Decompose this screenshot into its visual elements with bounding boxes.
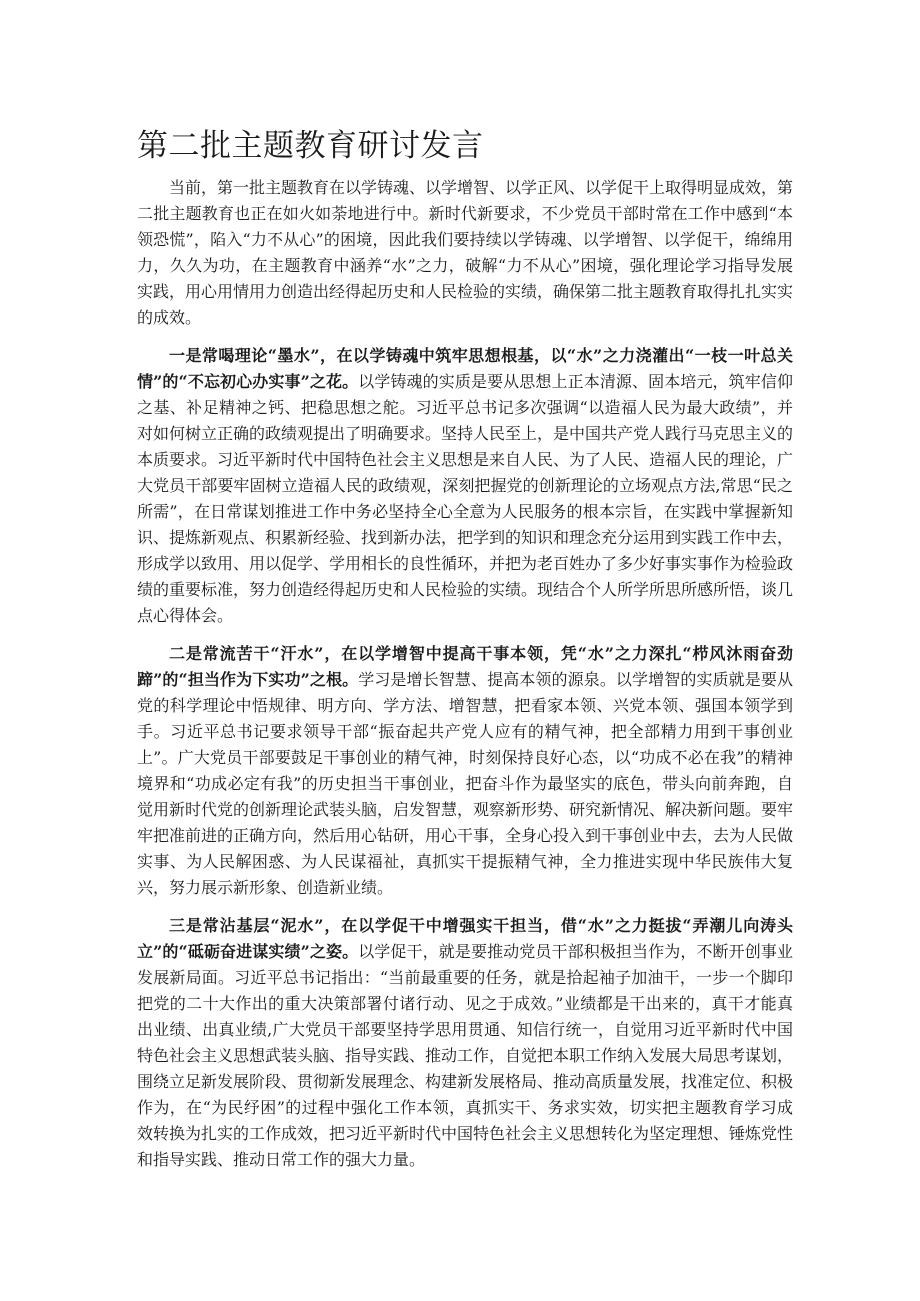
paragraph-text: 当前，第一批主题教育在以学铸魂、以学增智、以学正风、以学促干上取得明显成效，第二批主题教育也正在如火如荼地进行中。新时代新要求，不少党员干部时常在工作中感到“本领恐慌”，陷入“力不从心”的困境，因此我们要持续以学铸魂、以学增智、以学促干，绵绵用力，久久为功，在主题教育中涵养“水”之力，破解“力不从心”困境，强化理论学习指导发展实践，用心用情用力创造出经得起历史和人民检验的实绩，确保第二批主题教育取得扎扎实实的成效。	[137, 178, 794, 327]
paragraph-lead: 一是常喝理论“墨水”，在以学铸魂中筑牢思想根基，以“水”之力浇灌出“一枝一叶总关情”的“不忘初心办实事”之花。	[137, 346, 793, 391]
document-title: 第二批主题教育研讨发言	[137, 128, 484, 164]
paragraph-text: 学习是增长智慧、提高本领的源泉。以学增智的实质就是要从党的科学理论中悟规律、明方向、学方法、增智慧，把看家本领、兴党本领、强国本领学到手。习近平总书记要求领导干部“振奋起共产党人应有的精气神，把全部精力用到干事创业上”。广大党员干部要鼓足干事创业的精气神，时刻保持良好心态，以“功成不必在我”的精神境界和“功成必定有我”的历史担当干事创业，把奋斗作为最坚实的底色，带头向前奔跑，自觉用新时代党的创新理论武装头脑，启发智慧，观察新形势、研究新情况、解决新问题。要牢牢把准前进的正确方向，然后用心钻研，用心干事，全身心投入到干事创业中去，去为人民做实事、为人民解困惑、为人民谋福祉，真抓实干提振精气神，全力推进实现中华民族伟大复兴，努力展示新形象、创造新业绩。	[137, 670, 794, 897]
paragraph-text: 以学铸魂的实质是要从思想上正本清源、固本培元，筑牢信仰之基、补足精神之钙、把稳思想之舵。习近平总书记多次强调“以造福人民为最大政绩”，并对如何树立正确的政绩观提出了明确要求。坚持人民至上，是中国共产党人践行马克思主义的本质要求。习近平新时代中国特色社会主义思想是来自人民、为了人民、造福人民的理论，广大党员干部要牢固树立造福人民的政绩观，深刻把握党的创新理论的立场观点方法,常思“民之所需”，在日常谋划推进工作中务必坚持全心全意为人民服务的根本宗旨，在实践中掌握新知识、提炼新观点、积累新经验、找到新办法，把学到的知识和理念充分运用到实践工作中去，形成学以致用、用以促学、学用相长的良性循环，并把为老百姓办了多少好事实事作为检验政绩的重要标准，努力创造经得起历史和人民检验的实绩。现结合个人所学所思所感所悟，谈几点心得体会。	[137, 372, 794, 625]
paragraph-intro	[137, 175, 793, 331]
paragraph-point-three	[137, 913, 793, 1173]
paragraph-point-two	[137, 641, 793, 901]
paragraph-lead: 二是常流苦干“汗水”，在以学增智中提高干事本领，凭“水”之力深扎“栉风沐雨奋劲蹄”的“担当作为下实功”之根。	[137, 644, 793, 689]
paragraph-lead: 三是常沾基层“泥水”，在以学促干中增强实干担当，借“水”之力挺拔“弄潮儿向涛头立”的“砥砺奋进谋实绩”之姿。	[137, 916, 793, 961]
paragraph-point-one	[137, 343, 793, 629]
document-body	[137, 175, 793, 1185]
paragraph-text: 以学促干，就是要推动党员干部积极担当作为，不断开创事业发展新局面。习近平总书记指出：“当前最重要的任务，就是拾起袖子加油干，一步一个脚印把党的二十大作出的重大决策部署付诸行动、见之于成效。”业绩都是干出来的，真干才能真出业绩、出真业绩,广大党员干部要坚持学思用贯通、知信行统一，自觉用习近平新时代中国特色社会主义思想武装头脑、指导实践、推动工作，自觉把本职工作纳入发展大局思考谋划，围绕立足新发展阶段、贯彻新发展理念、构建新发展格局、推动高质量发展，找准定位、积极作为，在“为民纾困”的过程中强化工作本领，真抓实干、务求实效，切实把主题教育学习成效转换为扎实的工作成效，把习近平新时代中国特色社会主义思想转化为坚定理想、锤炼党性和指导实践、推动日常工作的强大力量。	[137, 942, 794, 1169]
